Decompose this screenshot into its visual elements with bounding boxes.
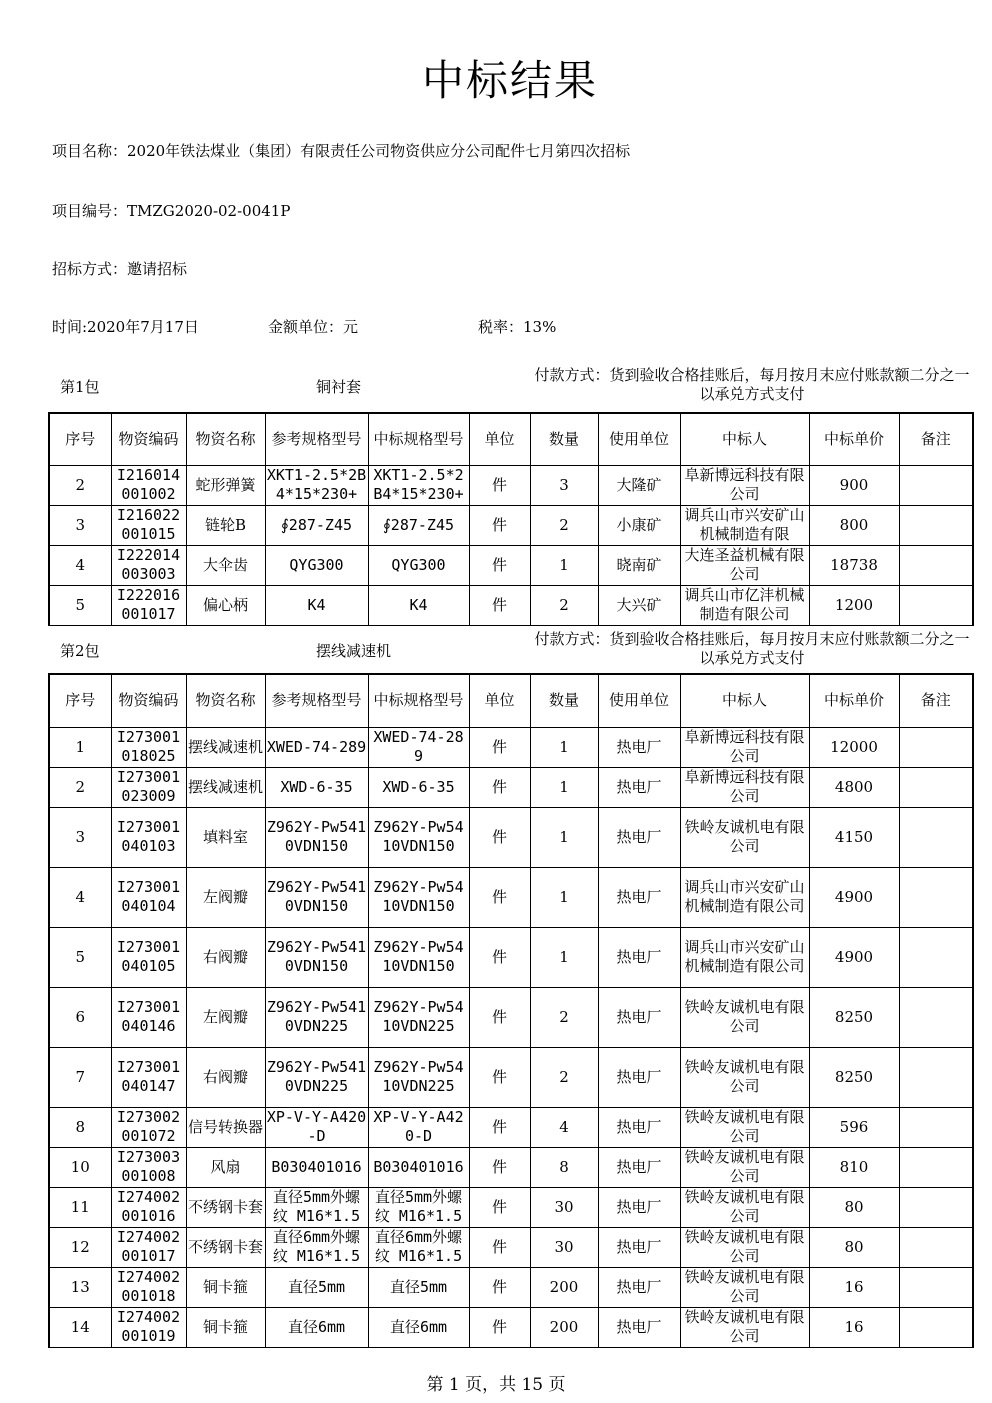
material-code-cell: I274002001019 <box>111 1307 186 1347</box>
payment-terms: 付款方式：货到验收合格挂账后，每月按月末应付账款额二分之一以承兑方式支付 <box>534 366 970 403</box>
table-row <box>49 1187 973 1227</box>
unit-price-cell: 4150 <box>809 807 899 867</box>
header-cell: 中标单价 <box>809 674 899 727</box>
remarks-cell <box>899 1147 973 1187</box>
header-cell: 单位 <box>469 413 530 465</box>
quantity-cell: 1 <box>530 727 598 767</box>
table-row <box>49 1267 973 1307</box>
header-cell: 物资名称 <box>186 413 265 465</box>
unit-cell: 件 <box>469 727 530 767</box>
material-code-cell: I273001040104 <box>111 867 186 927</box>
unit-price-cell: 1200 <box>809 585 899 625</box>
winning-bidder-cell: 铁岭友诚机电有限公司 <box>680 807 809 867</box>
material-code-cell: I222014003003 <box>111 545 186 585</box>
reference-spec-cell: XP-V-Y-A420-D <box>266 1108 367 1145</box>
material-code-cell: I273001040146 <box>111 987 186 1047</box>
winning-bidder-cell: 铁岭友诚机电有限公司 <box>680 1187 809 1227</box>
unit-price-cell: 8250 <box>809 987 899 1047</box>
unit-cell: 件 <box>469 505 530 545</box>
remarks-cell <box>899 1187 973 1227</box>
material-name-cell: 铜卡箍 <box>186 1267 265 1307</box>
winning-bidder-cell: 阜新博远科技有限公司 <box>680 465 809 505</box>
project-name: 项目名称：2020年铁法煤业（集团）有限责任公司物资供应分公司配件七月第四次招标 <box>52 142 631 160</box>
winning-bidder-cell: 调兵山市亿沣机械制造有限公司 <box>680 585 809 625</box>
header-cell: 参考规格型号 <box>265 674 368 727</box>
table-row <box>49 1307 973 1347</box>
material-code-cell: I274002001018 <box>111 1267 186 1307</box>
header-cell: 备注 <box>899 674 973 727</box>
row-number-cell: 8 <box>49 1107 111 1147</box>
winning-bidder-cell: 铁岭友诚机电有限公司 <box>680 1047 809 1107</box>
material-name-cell: 不绣钢卡套 <box>186 1227 265 1267</box>
reference-spec-cell: K4 <box>265 585 368 625</box>
header-cell: 数量 <box>530 413 598 465</box>
unit-cell: 件 <box>469 1187 530 1227</box>
row-number-cell: 11 <box>49 1187 111 1227</box>
row-number-cell: 4 <box>49 867 111 927</box>
using-unit-cell: 热电厂 <box>598 727 680 767</box>
material-name-cell: 铜卡箍 <box>186 1307 265 1347</box>
winning-bidder-cell: 铁岭友诚机电有限公司 <box>680 1107 809 1147</box>
material-name-cell: 左阀瓣 <box>186 867 265 927</box>
material-code-cell: I273001040103 <box>111 807 186 867</box>
header-cell: 序号 <box>49 413 111 465</box>
using-unit-cell: 热电厂 <box>598 1267 680 1307</box>
using-unit-cell: 小康矿 <box>598 505 680 545</box>
using-unit-cell: 热电厂 <box>598 987 680 1047</box>
unit-price-cell: 12000 <box>809 727 899 767</box>
row-number-cell: 2 <box>49 465 111 505</box>
row-number-cell: 3 <box>49 807 111 867</box>
row-number-cell: 5 <box>49 585 111 625</box>
unit-cell: 件 <box>469 585 530 625</box>
package-1-table <box>48 412 974 626</box>
row-number-cell: 5 <box>49 927 111 987</box>
table-row <box>49 727 973 767</box>
material-name-cell: 右阀瓣 <box>186 927 265 987</box>
currency-unit: 金额单位：元 <box>268 318 359 336</box>
winning-bidder-cell: 铁岭友诚机电有限公司 <box>680 1267 809 1307</box>
material-code-cell: I273003001008 <box>111 1147 186 1187</box>
unit-price-cell: 800 <box>809 505 899 545</box>
table-row <box>49 1147 973 1187</box>
remarks-cell <box>899 1307 973 1347</box>
package-label: 第2包 <box>60 642 100 660</box>
winning-bidder-cell: 铁岭友诚机电有限公司 <box>680 987 809 1047</box>
winning-spec-cell: QYG300 <box>368 545 469 585</box>
header-cell: 物资编码 <box>111 674 186 727</box>
remarks-cell <box>899 1047 973 1107</box>
remarks-cell <box>899 545 973 585</box>
remarks-cell <box>899 727 973 767</box>
unit-price-cell: 16 <box>809 1307 899 1347</box>
quantity-cell: 3 <box>530 465 598 505</box>
using-unit-cell: 热电厂 <box>598 1187 680 1227</box>
material-name-cell: 链轮B <box>186 505 265 545</box>
material-name-cell: 信号转换器 <box>186 1107 265 1147</box>
page-title: 中标结果 <box>421 56 598 105</box>
quantity-cell: 200 <box>530 1307 598 1347</box>
material-name-cell: 摆线减速机 <box>186 727 265 767</box>
unit-cell: 件 <box>469 1267 530 1307</box>
remarks-cell <box>899 1227 973 1267</box>
quantity-cell: 2 <box>530 505 598 545</box>
using-unit-cell: 热电厂 <box>598 867 680 927</box>
table-row <box>49 927 973 987</box>
quantity-cell: 2 <box>530 1047 598 1107</box>
header-cell: 单位 <box>469 674 530 727</box>
table-row <box>49 987 973 1047</box>
unit-cell: 件 <box>469 1047 530 1107</box>
material-code-cell: I273001040147 <box>111 1047 186 1107</box>
package-label: 第1包 <box>60 378 100 396</box>
using-unit-cell: 热电厂 <box>598 1307 680 1347</box>
table-row <box>49 465 973 505</box>
reference-spec-cell: Z962Y-Pw5410VDN150 <box>265 867 368 927</box>
quantity-cell: 1 <box>530 545 598 585</box>
tax-rate: 税率：13% <box>478 318 557 336</box>
quantity-cell: 4 <box>530 1107 598 1147</box>
row-number-cell: 3 <box>49 505 111 545</box>
material-code-cell: I222016001017 <box>111 585 186 625</box>
reference-spec-cell: B030401016 <box>265 1147 368 1187</box>
table-header-row <box>49 413 973 465</box>
package-name: 摆线减速机 <box>316 642 392 660</box>
remarks-cell <box>899 927 973 987</box>
material-code-cell: I273001018025 <box>111 727 186 767</box>
quantity-cell: 30 <box>530 1187 598 1227</box>
table-row <box>49 1107 973 1147</box>
quantity-cell: 30 <box>530 1227 598 1267</box>
material-name-cell: 摆线减速机 <box>186 767 265 807</box>
unit-price-cell: 810 <box>809 1147 899 1187</box>
remarks-cell <box>899 767 973 807</box>
reference-spec-cell: 直径5mm <box>265 1267 368 1307</box>
winning-spec-cell: 直径6mm <box>368 1307 469 1347</box>
quantity-cell: 8 <box>530 1147 598 1187</box>
unit-cell: 件 <box>469 545 530 585</box>
table-row <box>49 545 973 585</box>
row-number-cell: 13 <box>49 1267 111 1307</box>
row-number-cell: 2 <box>49 767 111 807</box>
using-unit-cell: 热电厂 <box>598 1227 680 1267</box>
unit-price-cell: 4800 <box>809 767 899 807</box>
bidding-method: 招标方式：邀请招标 <box>52 260 188 278</box>
reference-spec-cell: Z962Y-Pw5410VDN150 <box>265 927 368 987</box>
payment-terms: 付款方式：货到验收合格挂账后，每月按月末应付账款额二分之一以承兑方式支付 <box>534 630 970 667</box>
remarks-cell <box>899 1107 973 1147</box>
reference-spec-cell: XWED-74-289 <box>265 727 368 767</box>
material-name-cell: 蛇形弹簧 <box>186 465 265 505</box>
material-code-cell: I274002001016 <box>111 1187 186 1227</box>
using-unit-cell: 热电厂 <box>598 1107 680 1147</box>
material-name-cell: 不绣钢卡套 <box>186 1187 265 1227</box>
remarks-cell <box>899 987 973 1047</box>
unit-price-cell: 80 <box>809 1227 899 1267</box>
table-row <box>49 767 973 807</box>
material-name-cell: 大伞齿 <box>186 545 265 585</box>
winning-bidder-cell: 铁岭友诚机电有限公司 <box>680 1227 809 1267</box>
unit-cell: 件 <box>469 927 530 987</box>
reference-spec-cell: 直径5mm外螺纹 M16*1.5 <box>265 1187 368 1227</box>
using-unit-cell: 大隆矿 <box>598 465 680 505</box>
reference-spec-cell: XKT1-2.5*2B4*15*230+ <box>266 466 367 503</box>
winning-bidder-cell: 铁岭友诚机电有限公司 <box>680 1307 809 1347</box>
winning-spec-cell: Z962Y-Pw5410VDN150 <box>368 927 469 987</box>
row-number-cell: 10 <box>49 1147 111 1187</box>
winning-spec-cell: K4 <box>368 585 469 625</box>
row-number-cell: 12 <box>49 1227 111 1267</box>
winning-spec-cell: 直径5mm外螺纹 M16*1.5 <box>368 1187 469 1227</box>
header-cell: 使用单位 <box>598 413 680 465</box>
table-header-row <box>49 674 973 727</box>
table-row <box>49 585 973 625</box>
unit-price-cell: 18738 <box>809 545 899 585</box>
table-row <box>49 505 973 545</box>
header-cell: 物资名称 <box>186 674 265 727</box>
material-name-cell: 偏心柄 <box>186 585 265 625</box>
unit-price-cell: 900 <box>809 465 899 505</box>
winning-bidder-cell: 阜新博远科技有限公司 <box>680 767 809 807</box>
unit-cell: 件 <box>469 465 530 505</box>
unit-cell: 件 <box>469 1107 530 1147</box>
material-code-cell: I216022001015 <box>111 505 186 545</box>
winning-spec-cell: Z962Y-Pw5410VDN225 <box>368 987 469 1047</box>
winning-spec-cell: 直径6mm外螺纹 M16*1.5 <box>368 1227 469 1267</box>
reference-spec-cell: QYG300 <box>265 545 368 585</box>
package-2-table <box>48 673 974 1348</box>
material-code-cell: I274002001017 <box>111 1227 186 1267</box>
material-name-cell: 风扇 <box>186 1147 265 1187</box>
remarks-cell <box>899 585 973 625</box>
header-cell: 物资编码 <box>111 413 186 465</box>
remarks-cell <box>899 867 973 927</box>
winning-spec-cell: Z962Y-Pw5410VDN150 <box>368 867 469 927</box>
material-code-cell: I273001040105 <box>111 927 186 987</box>
using-unit-cell: 热电厂 <box>598 927 680 987</box>
unit-cell: 件 <box>469 1307 530 1347</box>
package-2-header <box>48 630 972 670</box>
winning-bidder-cell: 铁岭友诚机电有限公司 <box>680 1147 809 1187</box>
page-footer: 第 1 页，共 15 页 <box>426 1375 566 1395</box>
winning-bidder-cell: 大连圣益机械有限公司 <box>680 545 809 585</box>
table-row <box>49 807 973 867</box>
reference-spec-cell: Z962Y-Pw5410VDN225 <box>265 987 368 1047</box>
material-code-cell: I273002001072 <box>111 1107 186 1147</box>
material-code-cell: I273001023009 <box>111 767 186 807</box>
quantity-cell: 2 <box>530 585 598 625</box>
material-name-cell: 右阀瓣 <box>186 1047 265 1107</box>
header-cell: 中标规格型号 <box>368 674 469 727</box>
unit-cell: 件 <box>469 987 530 1047</box>
winning-spec-cell: B030401016 <box>368 1147 469 1187</box>
reference-spec-cell: 直径6mm外螺纹 M16*1.5 <box>265 1227 368 1267</box>
row-number-cell: 4 <box>49 545 111 585</box>
using-unit-cell: 热电厂 <box>598 807 680 867</box>
remarks-cell <box>899 505 973 545</box>
row-number-cell: 1 <box>49 727 111 767</box>
winning-spec-cell: XWED-74-289 <box>368 727 469 767</box>
row-number-cell: 14 <box>49 1307 111 1347</box>
winning-spec-cell: Z962Y-Pw5410VDN225 <box>368 1047 469 1107</box>
unit-cell: 件 <box>469 1147 530 1187</box>
remarks-cell <box>899 1267 973 1307</box>
project-number: 项目编号：TMZG2020-02-0041P <box>52 202 291 220</box>
remarks-cell <box>899 807 973 867</box>
reference-spec-cell: Z962Y-Pw5410VDN225 <box>265 1047 368 1107</box>
header-cell: 中标规格型号 <box>368 413 469 465</box>
using-unit-cell: 热电厂 <box>598 767 680 807</box>
using-unit-cell: 热电厂 <box>598 1147 680 1187</box>
bid-date: 时间:2020年7月17日 <box>52 318 199 336</box>
unit-price-cell: 8250 <box>809 1047 899 1107</box>
winning-bidder-cell: 调兵山市兴安矿山机械制造有限 <box>680 505 809 545</box>
using-unit-cell: 晓南矿 <box>598 545 680 585</box>
header-cell: 中标单价 <box>809 413 899 465</box>
remarks-cell <box>899 465 973 505</box>
row-number-cell: 7 <box>49 1047 111 1107</box>
table-row <box>49 1047 973 1107</box>
quantity-cell: 1 <box>530 867 598 927</box>
package-1-header <box>48 366 972 406</box>
quantity-cell: 200 <box>530 1267 598 1307</box>
table-row <box>49 867 973 927</box>
unit-price-cell: 596 <box>809 1107 899 1147</box>
unit-price-cell: 80 <box>809 1187 899 1227</box>
quantity-cell: 1 <box>530 927 598 987</box>
winning-spec-cell: XP-V-Y-A420-D <box>368 1107 469 1147</box>
winning-spec-cell: ∮287-Z45 <box>368 505 469 545</box>
package-name: 铜衬套 <box>316 378 362 396</box>
unit-cell: 件 <box>469 767 530 807</box>
winning-bidder-cell: 调兵山市兴安矿山机械制造有限公司 <box>680 927 809 987</box>
unit-price-cell: 4900 <box>809 867 899 927</box>
unit-cell: 件 <box>469 867 530 927</box>
header-cell: 中标人 <box>680 674 809 727</box>
winning-spec-cell: Z962Y-Pw5410VDN150 <box>368 807 469 867</box>
quantity-cell: 1 <box>530 807 598 867</box>
quantity-cell: 1 <box>530 767 598 807</box>
header-cell: 序号 <box>49 674 111 727</box>
winning-spec-cell: XWD-6-35 <box>368 767 469 807</box>
row-number-cell: 6 <box>49 987 111 1047</box>
unit-cell: 件 <box>469 1227 530 1267</box>
material-name-cell: 左阀瓣 <box>186 987 265 1047</box>
reference-spec-cell: ∮287-Z45 <box>265 505 368 545</box>
winning-spec-cell: 直径5mm <box>368 1267 469 1307</box>
unit-price-cell: 16 <box>809 1267 899 1307</box>
header-cell: 使用单位 <box>598 674 680 727</box>
quantity-cell: 2 <box>530 987 598 1047</box>
winning-spec-cell: XKT1-2.5*2B4*15*230+ <box>368 465 469 505</box>
unit-cell: 件 <box>469 807 530 867</box>
material-name-cell: 填料室 <box>186 807 265 867</box>
winning-bidder-cell: 调兵山市兴安矿山机械制造有限公司 <box>680 867 809 927</box>
material-code-cell: I216014001002 <box>111 465 186 505</box>
reference-spec-cell: 直径6mm <box>265 1307 368 1347</box>
reference-spec-cell: Z962Y-Pw5410VDN150 <box>265 807 368 867</box>
reference-spec-cell: XWD-6-35 <box>265 767 368 807</box>
unit-price-cell: 4900 <box>809 927 899 987</box>
header-cell: 参考规格型号 <box>265 413 368 465</box>
winning-bidder-cell: 阜新博远科技有限公司 <box>680 727 809 767</box>
using-unit-cell: 大兴矿 <box>598 585 680 625</box>
table-row <box>49 1227 973 1267</box>
header-cell: 数量 <box>530 674 598 727</box>
header-cell: 备注 <box>899 413 973 465</box>
header-cell: 中标人 <box>680 413 809 465</box>
using-unit-cell: 热电厂 <box>598 1047 680 1107</box>
